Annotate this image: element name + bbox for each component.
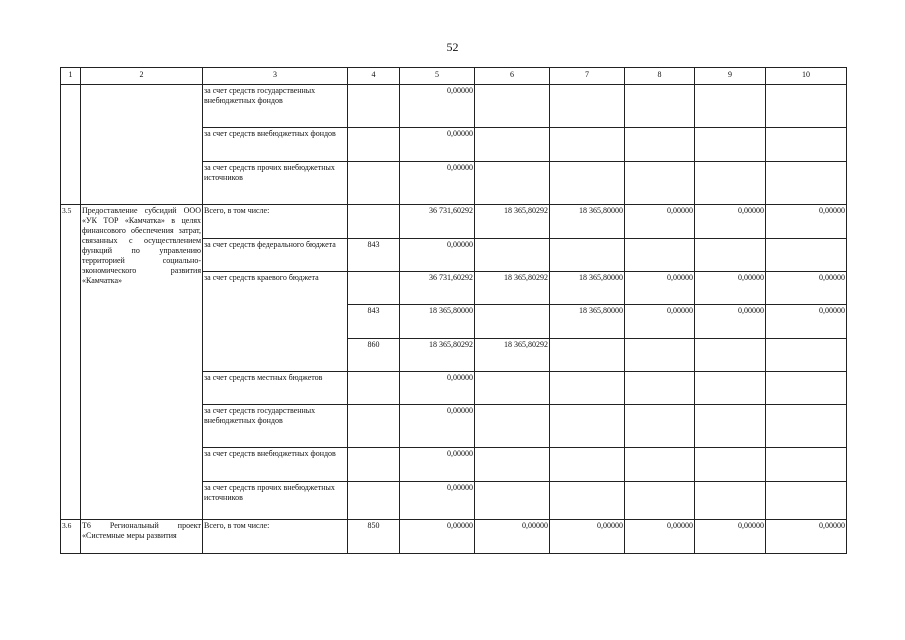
value-cell: 0,00000 — [400, 162, 475, 205]
value-cell: 0,00000 — [766, 305, 847, 339]
value-cell — [625, 162, 695, 205]
value-cell — [695, 448, 766, 482]
value-cell — [766, 339, 847, 372]
value-cell — [550, 482, 625, 520]
value-cell — [550, 162, 625, 205]
value-cell — [695, 128, 766, 162]
value-cell: 0,00000 — [695, 520, 766, 554]
value-cell: 0,00000 — [400, 482, 475, 520]
page-number: 52 — [446, 40, 459, 54]
value-cell — [475, 405, 550, 448]
budget-table — [60, 67, 847, 554]
funding-source: за счет средств краевого бюджета — [203, 272, 348, 372]
value-cell: 0,00000 — [400, 128, 475, 162]
table-row — [61, 520, 847, 554]
code-cell — [348, 162, 400, 205]
table-row — [61, 205, 847, 239]
value-cell: 18 365,80000 — [550, 205, 625, 239]
value-cell: 18 365,80292 — [475, 272, 550, 305]
funding-source: за счет средств внебюджетных фондов — [203, 128, 348, 162]
value-cell — [766, 448, 847, 482]
code-cell — [348, 448, 400, 482]
code-cell — [348, 372, 400, 405]
code-cell — [348, 272, 400, 305]
code-cell — [348, 85, 400, 128]
value-cell — [695, 339, 766, 372]
item-number: 3.5 — [61, 205, 81, 520]
value-cell — [475, 372, 550, 405]
value-cell — [695, 372, 766, 405]
value-cell: 0,00000 — [400, 448, 475, 482]
value-cell — [550, 239, 625, 272]
value-cell: 0,00000 — [766, 205, 847, 239]
code-cell: 850 — [348, 520, 400, 554]
table-row — [61, 85, 847, 128]
value-cell — [695, 239, 766, 272]
value-cell: 18 365,80000 — [400, 305, 475, 339]
value-cell — [550, 405, 625, 448]
value-cell — [475, 128, 550, 162]
funding-source: за счет средств внебюджетных фондов — [203, 448, 348, 482]
value-cell: 0,00000 — [400, 239, 475, 272]
value-cell: 0,00000 — [695, 205, 766, 239]
value-cell: 0,00000 — [400, 85, 475, 128]
column-header: 9 — [695, 68, 766, 85]
item-number: 3.6 — [61, 520, 81, 554]
value-cell: 36 731,60292 — [400, 205, 475, 239]
column-header: 6 — [475, 68, 550, 85]
value-cell — [475, 162, 550, 205]
value-cell — [695, 405, 766, 448]
value-cell — [475, 482, 550, 520]
column-header: 4 — [348, 68, 400, 85]
code-cell: 843 — [348, 239, 400, 272]
value-cell — [625, 239, 695, 272]
funding-source: за счет средств федерального бюджета — [203, 239, 348, 272]
item-number-cell — [61, 85, 81, 205]
funding-source: за счет средств прочих внебюджетных источников — [203, 162, 348, 205]
value-cell — [625, 482, 695, 520]
value-cell — [625, 448, 695, 482]
code-cell — [348, 128, 400, 162]
value-cell: 36 731,60292 — [400, 272, 475, 305]
value-cell: 18 365,80292 — [400, 339, 475, 372]
value-cell — [475, 239, 550, 272]
code-cell: 860 — [348, 339, 400, 372]
value-cell — [695, 162, 766, 205]
value-cell — [550, 85, 625, 128]
value-cell — [550, 448, 625, 482]
value-cell: 0,00000 — [625, 205, 695, 239]
value-cell — [625, 128, 695, 162]
value-cell: 18 365,80292 — [475, 339, 550, 372]
item-name: Т6 Региональный проект «Системные меры развития — [81, 520, 203, 554]
value-cell — [766, 482, 847, 520]
value-cell — [766, 372, 847, 405]
column-header: 5 — [400, 68, 475, 85]
value-cell — [475, 448, 550, 482]
funding-source: Всего, в том числе: — [203, 520, 348, 554]
funding-source: за счет средств прочих внебюджетных источников — [203, 482, 348, 520]
funding-source: Всего, в том числе: — [203, 205, 348, 239]
value-cell — [695, 482, 766, 520]
value-cell — [550, 372, 625, 405]
value-cell: 18 365,80000 — [550, 272, 625, 305]
item-name-cell — [81, 85, 203, 205]
value-cell: 0,00000 — [475, 520, 550, 554]
code-cell — [348, 205, 400, 239]
value-cell — [625, 339, 695, 372]
value-cell: 0,00000 — [625, 272, 695, 305]
value-cell — [625, 405, 695, 448]
column-header: 1 — [61, 68, 81, 85]
column-header: 8 — [625, 68, 695, 85]
value-cell — [766, 405, 847, 448]
value-cell — [766, 85, 847, 128]
column-header: 10 — [766, 68, 847, 85]
value-cell — [625, 372, 695, 405]
value-cell — [550, 339, 625, 372]
value-cell: 0,00000 — [550, 520, 625, 554]
column-header: 3 — [203, 68, 348, 85]
value-cell: 0,00000 — [625, 305, 695, 339]
item-name: Предоставление субсидий ООО «УК ТОР «Камчатка» в целях финансового обеспечения затрат, связанных с осуществлением функций по управлению территорией социально-экономического развития «Камчатка» — [81, 205, 203, 520]
value-cell: 0,00000 — [766, 520, 847, 554]
funding-source: за счет средств местных бюджетов — [203, 372, 348, 405]
value-cell: 0,00000 — [695, 305, 766, 339]
value-cell — [475, 305, 550, 339]
value-cell — [625, 85, 695, 128]
code-cell — [348, 482, 400, 520]
value-cell — [695, 85, 766, 128]
value-cell: 0,00000 — [766, 272, 847, 305]
value-cell: 18 365,80292 — [475, 205, 550, 239]
funding-source: за счет средств государственных внебюджетных фондов — [203, 85, 348, 128]
value-cell — [550, 128, 625, 162]
column-header: 7 — [550, 68, 625, 85]
funding-source: за счет средств государственных внебюджетных фондов — [203, 405, 348, 448]
value-cell: 0,00000 — [695, 272, 766, 305]
value-cell: 0,00000 — [400, 372, 475, 405]
value-cell: 0,00000 — [625, 520, 695, 554]
value-cell — [766, 128, 847, 162]
value-cell — [475, 85, 550, 128]
table-header-row — [61, 68, 847, 85]
code-cell: 843 — [348, 305, 400, 339]
value-cell — [766, 162, 847, 205]
value-cell — [766, 239, 847, 272]
value-cell: 0,00000 — [400, 520, 475, 554]
value-cell: 0,00000 — [400, 405, 475, 448]
code-cell — [348, 405, 400, 448]
value-cell: 18 365,80000 — [550, 305, 625, 339]
column-header: 2 — [81, 68, 203, 85]
